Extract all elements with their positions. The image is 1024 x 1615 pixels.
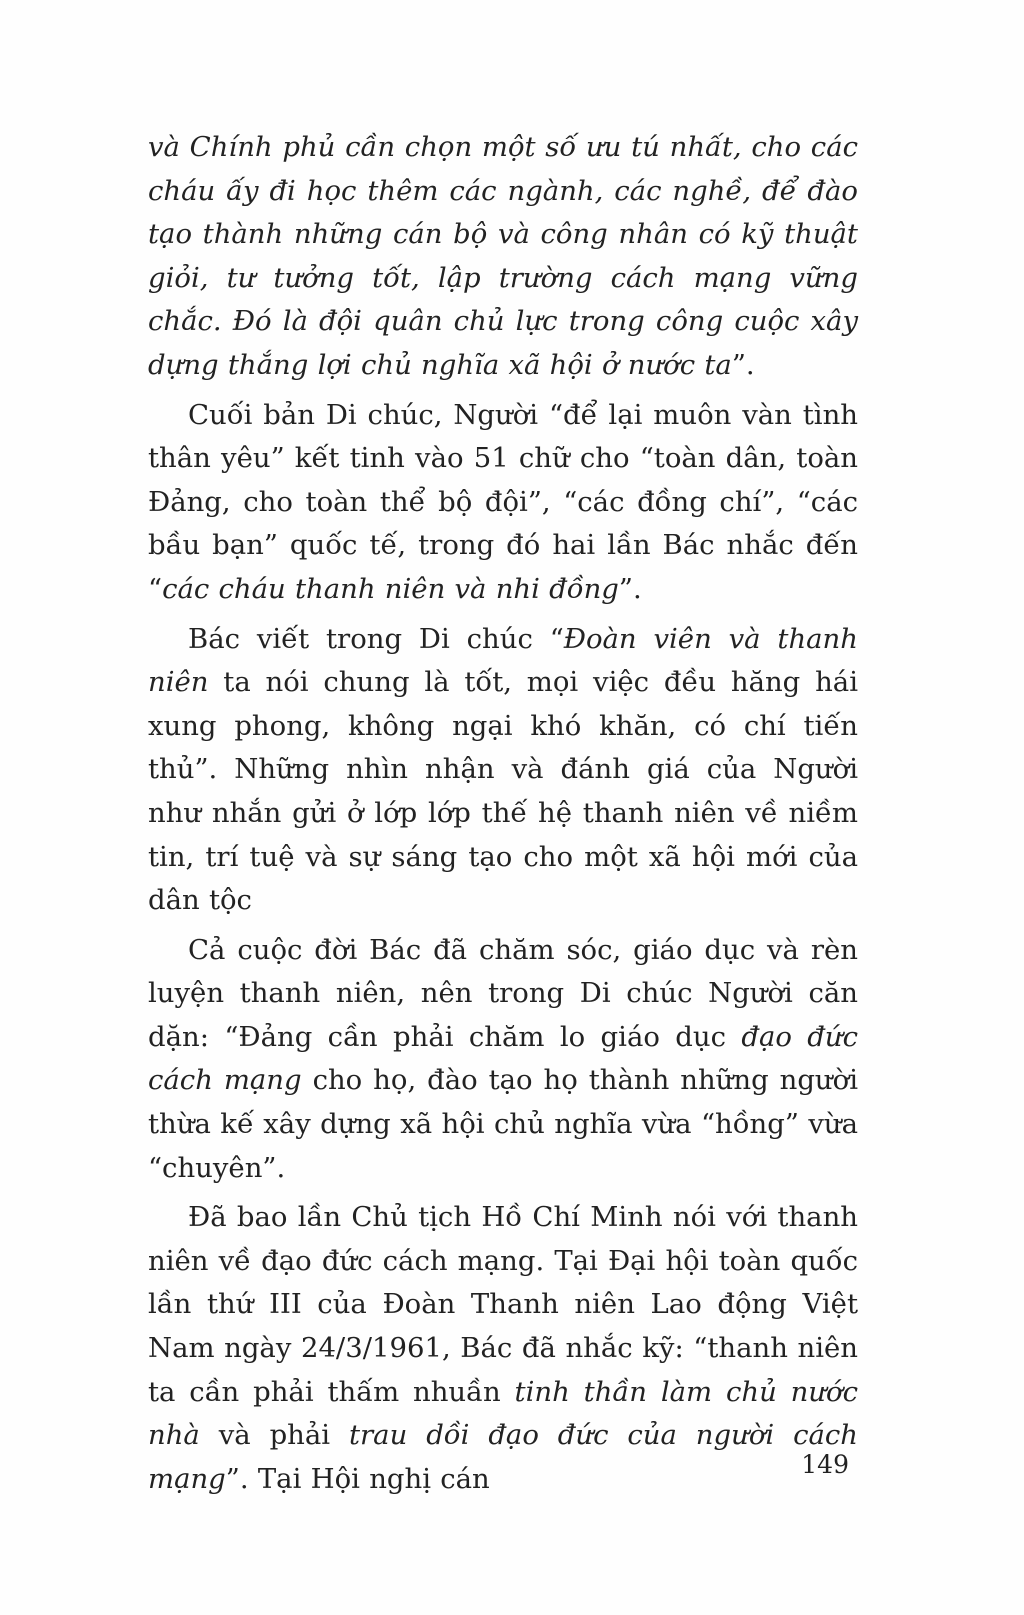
- paragraph-2: [148, 394, 858, 612]
- paragraph-1: [148, 126, 858, 388]
- text-run: Bác viết trong Di chúc “: [188, 622, 564, 655]
- text-run: đạo đức cách mạng: [148, 1020, 858, 1097]
- text-run: Cả cuộc đời Bác đã chăm sóc, giáo dục và rèn luyện thanh niên, nên trong Di chúc Người căn dặn: “Đảng cần phải chăm lo giáo dục: [148, 933, 858, 1053]
- text-run: Cuối bản Di chúc, Người “để lại muôn vàn tình thân yêu” kết tinh vào 51 chữ cho “toàn dân, toàn Đảng, cho toàn thể bộ đội”, “các đồng chí”, “các bầu bạn” quốc tế, trong đó hai lần Bác nhắc đến “: [148, 398, 858, 605]
- paragraph-3: [148, 618, 858, 923]
- text-run: ”.: [731, 348, 755, 381]
- text-run: ”.: [618, 572, 642, 605]
- text-run: ”. Tại Hội nghị cán: [225, 1462, 490, 1495]
- text-run: các cháu thanh niên và nhi đồng: [162, 572, 619, 605]
- paragraph-5: [148, 1196, 858, 1501]
- text-run: cho họ, đào tạo họ thành những người thừa kế xây dựng xã hội chủ nghĩa vừa “hồng” vừa “chuyên”.: [148, 1064, 858, 1184]
- text-run: trau dồi đạo đức của người cách mạng: [148, 1419, 858, 1495]
- page-number: 149: [801, 1450, 849, 1479]
- text-run: và Chính phủ cần chọn một số ưu tú nhất, cho các cháu ấy đi học thêm các ngành, các nghề, để đào tạo thành những cán bộ và công nhân có kỹ thuật giỏi, tư tưởng tốt, lập trường cách mạng vững chắc. Đó là đội quân chủ lực trong công cuộc xây dựng thắng lợi chủ nghĩa xã hội ở nước ta: [148, 131, 858, 381]
- text-run: Đoàn viên và thanh niên: [148, 622, 858, 699]
- text-run: ta nói chung là tốt, mọi việc đều hăng hái xung phong, không ngại khó khăn, có chí tiến thủ”. Những nhìn nhận và đánh giá của Người như nhắn gửi ở lớp lớp thế hệ thanh niên về niềm tin, trí tuệ và sự sáng tạo cho một xã hội mới của dân tộc: [148, 666, 858, 917]
- text-run: tinh thần làm chủ nước nhà: [148, 1375, 859, 1452]
- text-run: và phải: [199, 1419, 349, 1452]
- text-run: Đã bao lần Chủ tịch Hồ Chí Minh nói với thanh niên về đạo đức cách mạng. Tại Đại hội toàn quốc lần thứ III của Đoàn Thanh niên Lao động Việt Nam ngày 24/3/1961, Bác đã nhắc kỹ: “thanh niên ta cần phải thấm nhuần: [148, 1201, 858, 1408]
- paragraph-4: [148, 929, 858, 1191]
- body-text: [148, 126, 858, 1501]
